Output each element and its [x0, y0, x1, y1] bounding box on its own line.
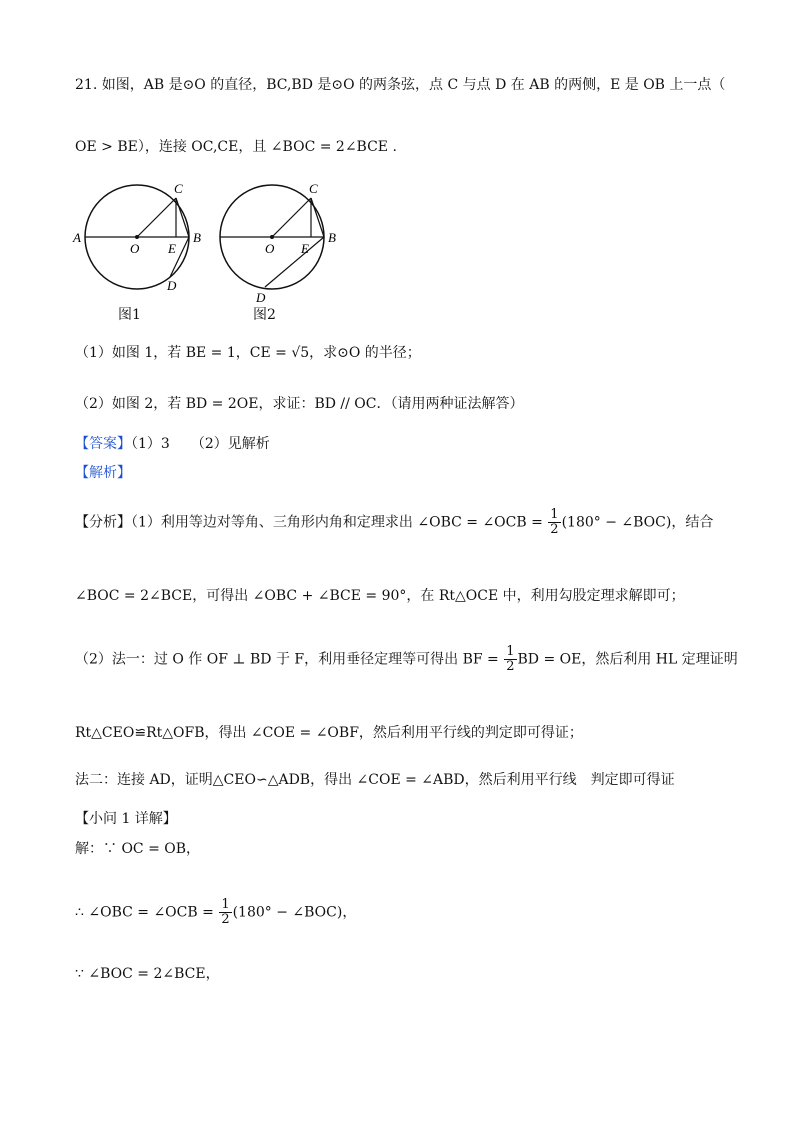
analysis-p2a — [75, 645, 738, 674]
answer-tag: 【答案】 — [75, 436, 131, 452]
label-D-2: D — [256, 290, 266, 305]
fraction-den: 2 — [550, 522, 559, 537]
caption-figure-1: 图1 — [118, 307, 141, 323]
detail-step-2 — [75, 898, 356, 927]
label-B-2: B — [328, 230, 336, 245]
analysis-p2b: Rt△CEO≌Rt△OFB，得出 ∠COE = ∠OBF，然后利用平行线的判定即可得证； — [75, 725, 583, 741]
question-2: （2）如图 2，若 BD = 2OE，求证：BD // OC．（请用两种证法解答） — [75, 396, 524, 412]
label-A-1: A — [73, 230, 81, 245]
figure-svg — [70, 178, 370, 328]
detail-step-2-prefix: ∴ ∠OBC = ∠OCB = — [75, 904, 214, 921]
analysis-p1a-prefix: 【分析】（1）利用等边对等角、三角形内角和定理求出 ∠OBC = ∠OCB = — [75, 514, 543, 531]
fraction-den-2: 2 — [506, 659, 515, 674]
figure-2 — [220, 181, 336, 305]
problem-line-2: OE > BE），连接 OC,CE，且 ∠BOC = 2∠BCE . — [75, 139, 397, 155]
analysis-tag: 【解析】 — [75, 465, 131, 481]
detail-step-1: 解：∵ OC = OB， — [75, 841, 201, 857]
fraction-half-2 — [504, 645, 516, 674]
label-C-2: C — [309, 181, 318, 196]
answer-text: （1）3 （2）见解析 — [131, 436, 270, 452]
label-D-1: D — [167, 278, 177, 293]
answer-line — [75, 433, 270, 453]
fraction-num: 1 — [550, 507, 559, 522]
detail-header: 【小问 1 详解】 — [75, 811, 177, 827]
fraction-num-3: 1 — [221, 897, 230, 912]
label-C-1: C — [174, 181, 183, 196]
fraction-num-2: 1 — [506, 644, 515, 659]
label-O-2: O — [265, 241, 275, 256]
fraction-half-3 — [219, 898, 231, 927]
label-B-1: B — [193, 230, 201, 245]
analysis-p2a-suffix: BD = OE，然后利用 HL 定理证明 — [517, 651, 738, 668]
question-1: （1）如图 1，若 BE = 1，CE = √5，求⊙O 的半径； — [75, 345, 421, 361]
caption-figure-2: 图2 — [253, 307, 276, 323]
label-E-2: E — [301, 241, 309, 256]
analysis-p2a-prefix: （2）法一：过 O 作 OF ⊥ BD 于 F，利用垂径定理等可得出 BF = — [75, 651, 499, 668]
analysis-p1a-suffix: (180° − ∠BOC)，结合 — [561, 514, 714, 531]
fraction-den-3: 2 — [221, 912, 230, 927]
analysis-p3: 法二：连接 AD，证明△CEO∽△ADB，得出 ∠COE = ∠ABD，然后利用平行线 判定即可得证 — [75, 772, 675, 788]
analysis-p1b: ∠BOC = 2∠BCE，可得出 ∠OBC + ∠BCE = 90°，在 Rt△OCE 中，利用勾股定理求解即可； — [75, 588, 685, 604]
label-O-1: O — [130, 241, 140, 256]
problem-line-1: 21. 如图，AB 是⊙O 的直径，BC,BD 是⊙O 的两条弦，点 C 与点 D 在 AB 的两侧，E 是 OB 上一点（ — [75, 77, 726, 93]
geometry-figures — [70, 178, 370, 328]
figure-1 — [72, 181, 201, 293]
label-E-1: E — [168, 241, 176, 256]
detail-step-3: ∵ ∠BOC = 2∠BCE， — [75, 966, 220, 982]
detail-step-2-suffix: (180° − ∠BOC)， — [232, 904, 357, 921]
fraction-half — [548, 508, 560, 537]
analysis-p1a — [75, 508, 713, 537]
